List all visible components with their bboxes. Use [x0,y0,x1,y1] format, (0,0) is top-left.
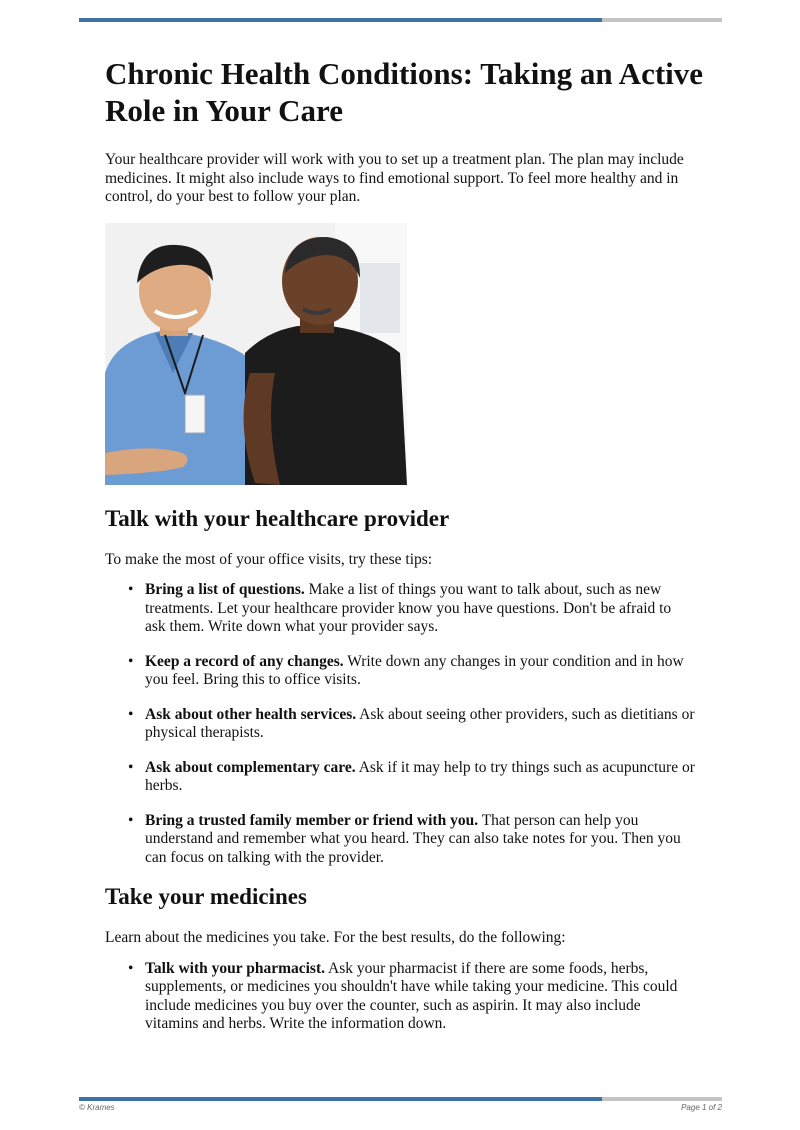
list-item-text: That person can help you understand and remember what you heard. They can also take notes for you. Then you can focus on talking with the provider. [145,811,681,866]
photo-illustration [105,223,407,485]
list-item-title: Talk with your pharmacist. [145,959,326,977]
list-item-text: Ask if it may help to try things such as acupuncture or herbs. [145,758,695,794]
section-lead-medicines: Learn about the medicines you take. For the best results, do the following: [105,929,566,946]
list-item-title: Keep a record of any changes. [145,652,344,670]
list-item [128,811,705,868]
list-item [128,705,705,743]
list-item-text: Write down any changes in your condition and in how you feel. Bring this to office visits. [145,652,684,688]
footer-bar-primary [79,1097,602,1101]
page-title: Chronic Health Conditions: Taking an Active Role in Your Care [105,56,704,128]
medicines-list [105,960,705,1034]
list-item [128,959,705,1034]
list-item-text: Ask your pharmacist if there are some foods, herbs, supplements, or medicines you shouldn't have while taking your medicine. This could include medicines you buy over the counter, such as aspirin. It may also include vitamins and herbs. Write the information down. [145,959,678,1032]
section-lead-talk: To make the most of your office visits, try these tips: [105,550,433,568]
tips-list [105,581,705,867]
list-item-text: Make a list of things you want to talk about, such as new treatments. Let your healthcare provider know you have questions. Don't be afraid to ask them. Write down what your provider says. [145,581,672,635]
bullet-icon: • [128,959,134,977]
photo-healthcare-provider-with-patient [105,223,407,485]
list-item [128,652,705,690]
bullet-icon: • [128,652,134,670]
bullet-icon: • [128,581,134,598]
list-item-title: Ask about other health services. [145,705,357,723]
bullet-icon: • [128,811,134,829]
list-item [128,581,705,637]
footer-copyright: © Krames [79,1103,115,1112]
intro-paragraph: Your healthcare provider will work with you to set up a treatment plan. The plan may include medicines. It might also include ways to find emotional support. To feel more healthy and in control, do your best to follow your plan. [105,151,684,205]
list-item-title: Bring a list of questions. [145,581,305,598]
list-item-title: Ask about complementary care. [145,758,356,776]
header-bar-secondary [602,18,722,22]
section-heading-medicines: Take your medicines [105,884,307,909]
document-body [105,55,705,1050]
bullet-icon: • [128,758,134,776]
footer-bar-secondary [602,1097,722,1101]
bullet-icon: • [128,705,134,723]
header-bar-primary [79,18,602,22]
list-item [128,758,705,796]
footer-page-number: Page 1 of 2 [681,1103,722,1112]
list-item-title: Bring a trusted family member or friend with you. [145,811,479,829]
list-item-text: Ask about seeing other providers, such as dietitians or physical therapists. [145,705,695,741]
footer-bar [79,1097,722,1101]
section-heading-talk: Talk with your healthcare provider [105,505,450,531]
header-bar [79,18,722,22]
